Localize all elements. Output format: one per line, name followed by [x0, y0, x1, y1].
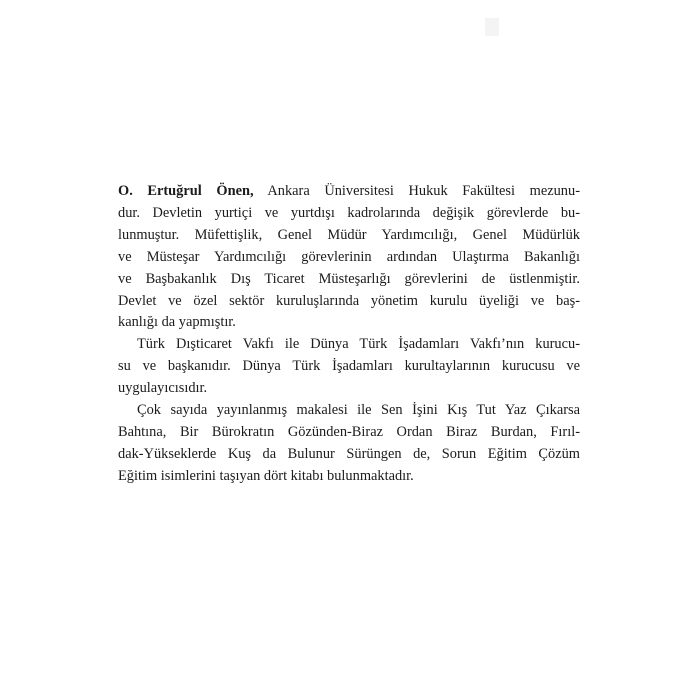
bio-line: ve Müsteşar Yardımcılığı görevlerinin ardından Ulaştırma Bakanlığı — [118, 248, 580, 265]
author-name: O. Ertuğrul Önen, — [118, 183, 254, 199]
bio-line: lunmuştur. Müfettişlik, Genel Müdür Yardımcılığı, Genel Müdürlük — [118, 226, 580, 243]
bio-line: ve Başbakanlık Dış Ticaret Müsteşarlığı görevlerini de üstlenmiştir. — [118, 270, 580, 287]
bio-line: Devlet ve özel sektör kuruluşlarında yönetim kurulu üyeliği ve baş- — [118, 292, 580, 309]
bio-paragraph-3 — [118, 400, 580, 488]
bio-line: kanlığı da yapmıştır. — [118, 314, 236, 331]
bio-paragraph-1 — [118, 181, 580, 334]
bio-line: uygulayıcısıdır. — [118, 380, 208, 397]
bio-line: Bahtına, Bir Bürokratın Gözünden-Biraz Ordan Biraz Burdan, Fırıl- — [118, 423, 580, 440]
bio-line: O. Ertuğrul Önen, Ankara Üniversitesi Hukuk Fakültesi mezunu- — [118, 183, 580, 199]
bio-line: dak-Yükseklerde Kuş da Bulunur Sürüngen de, Sorun Eğitim Çözüm — [118, 445, 580, 462]
bio-line: Çok sayıda yayınlanmış makalesi ile Sen İşini Kış Tut Yaz Çıkarsa — [137, 402, 580, 419]
author-biography — [118, 181, 580, 488]
bio-line: dur. Devletin yurtiçi ve yurtdışı kadrolarında değişik görevlerde bu- — [118, 204, 580, 221]
bio-line: su ve başkanıdır. Dünya Türk İşadamları kurultaylarının kurucusu ve — [118, 358, 580, 375]
paper-smudge — [485, 18, 499, 36]
bio-line: Türk Dışticaret Vakfı ile Dünya Türk İşadamları Vakfı’nın kurucu- — [137, 336, 580, 353]
bio-paragraph-2 — [118, 334, 580, 400]
bio-line: Eğitim isimlerini taşıyan dört kitabı bulunmaktadır. — [118, 467, 414, 484]
